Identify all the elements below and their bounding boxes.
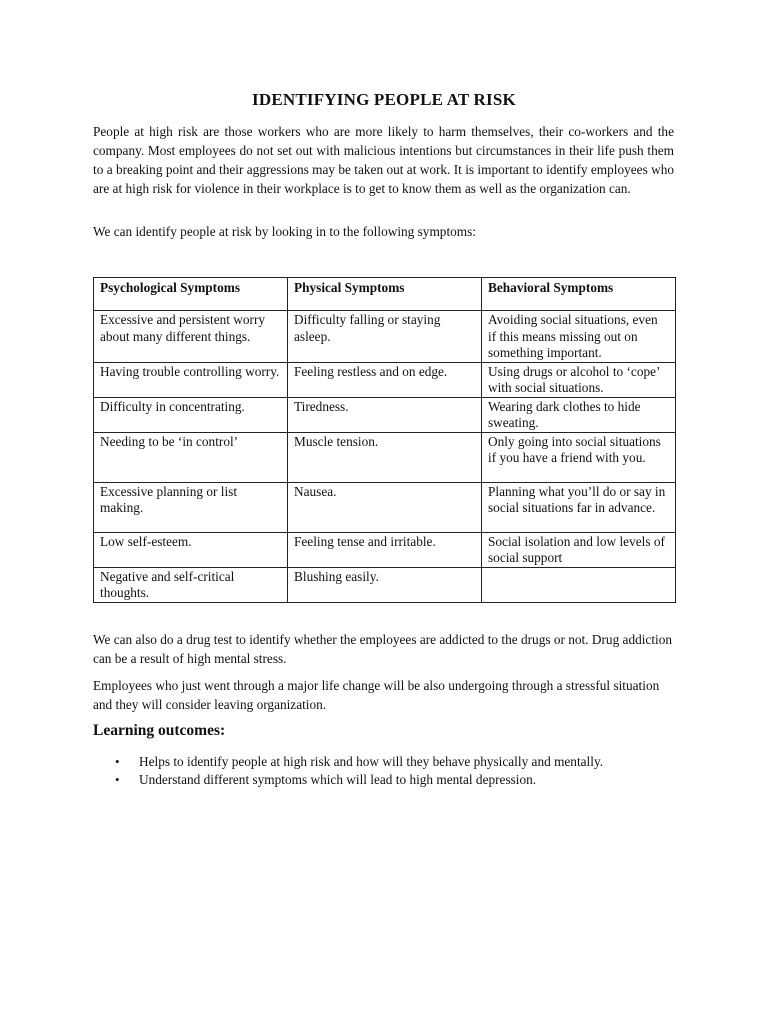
table-cell-physical: Nausea. [288, 482, 482, 532]
bullet-icon: • [115, 772, 120, 787]
intro-paragraph: People at high risk are those workers who are more likely to harm themselves, their co-workers and the company. Most employees do not set out with malicious intentions but circumstances in their life push them to a breaking point and their aggressions may be taken out at work. It is important to identify employees who are at high risk for violence in their workplace is to get to know them as well as the organization can. [93, 124, 674, 196]
table-row [94, 362, 676, 397]
table-cell-psychological: Low self-esteem. [94, 532, 288, 567]
table-row [94, 482, 676, 532]
table-cell-physical: Feeling tense and irritable. [288, 532, 482, 567]
table-cell-physical: Tiredness. [288, 397, 482, 432]
table-cell-psychological: Excessive planning or list making. [94, 482, 288, 532]
table-row [94, 432, 676, 482]
table-cell-physical: Muscle tension. [288, 432, 482, 482]
table-cell-behavioral: Avoiding social situations, even if this means missing out on something important. [482, 311, 676, 363]
page-title: IDENTIFYING PEOPLE AT RISK [252, 90, 516, 109]
table-cell-physical: Difficulty falling or staying asleep. [288, 311, 482, 363]
header-behavioral: Behavioral Symptoms [482, 278, 676, 311]
table-row [94, 397, 676, 432]
header-psychological: Psychological Symptoms [94, 278, 288, 311]
header-physical: Physical Symptoms [288, 278, 482, 311]
symptoms-table [93, 277, 676, 603]
learning-outcomes-list [93, 753, 653, 789]
life-change-paragraph: Employees who just went through a major life change will be also undergoing through a stressful situation and they will consider leaving organization. [93, 678, 660, 712]
list-item [93, 753, 653, 771]
table-cell-physical: Feeling restless and on edge. [288, 362, 482, 397]
table-cell-psychological: Having trouble controlling worry. [94, 362, 288, 397]
table-cell-psychological: Excessive and persistent worry about many different things. [94, 311, 288, 363]
table-cell-behavioral: Using drugs or alcohol to ‘cope’ with social situations. [482, 362, 676, 397]
table-cell-behavioral: Only going into social situations if you have a friend with you. [482, 432, 676, 482]
table-row [94, 532, 676, 567]
table-cell-physical: Blushing easily. [288, 567, 482, 602]
list-item [93, 771, 653, 789]
learning-outcomes-heading: Learning outcomes: [93, 722, 226, 739]
table-cell-psychological: Needing to be ‘in control’ [94, 432, 288, 482]
table-cell-behavioral: Wearing dark clothes to hide sweating. [482, 397, 676, 432]
table-cell-behavioral [482, 567, 676, 602]
table-header-row [94, 278, 676, 311]
table-cell-behavioral: Planning what you’ll do or say in social situations far in advance. [482, 482, 676, 532]
table-cell-psychological: Difficulty in concentrating. [94, 397, 288, 432]
bullet-icon: • [115, 754, 120, 769]
symptoms-intro-paragraph: We can identify people at risk by looking in to the following symptoms: [93, 224, 477, 239]
list-item-text: Helps to identify people at high risk and how will they behave physically and mentally. [139, 754, 604, 769]
table-cell-behavioral: Social isolation and low levels of social support [482, 532, 676, 567]
table-cell-psychological: Negative and self-critical thoughts. [94, 567, 288, 602]
table-row [94, 311, 676, 363]
table-row [94, 567, 676, 602]
list-item-text: Understand different symptoms which will lead to high mental depression. [139, 772, 537, 787]
drug-test-paragraph: We can also do a drug test to identify whether the employees are addicted to the drugs or not. Drug addiction can be a result of high mental stress. [93, 632, 673, 666]
